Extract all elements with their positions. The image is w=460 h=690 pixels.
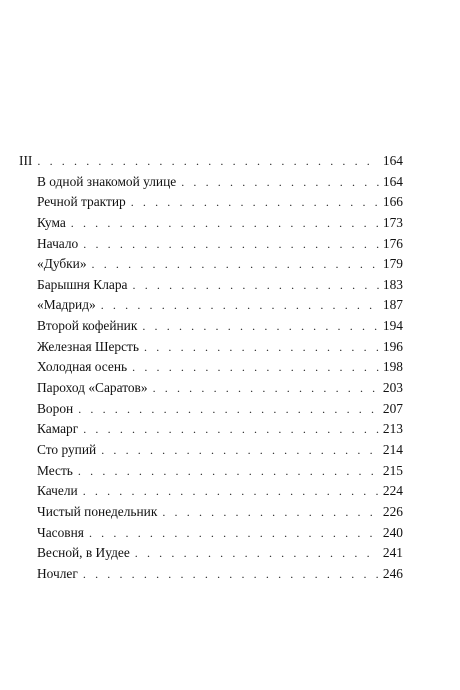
toc-entry-title: Камарг [37, 421, 79, 437]
toc-entry-title: Месть [37, 462, 73, 478]
toc-entry [19, 502, 403, 523]
toc-entry-title: Ворон [37, 400, 74, 416]
toc-entry-title: Холодная осень [37, 359, 128, 375]
toc-entry-title: «Мадрид» [37, 297, 96, 313]
toc-entry [19, 234, 403, 255]
toc-page-number: 166 [382, 194, 403, 210]
toc-entry [19, 523, 403, 544]
toc-entry-title: Начало [37, 235, 79, 251]
toc-page-number: 240 [382, 524, 403, 540]
toc-dot-leader [101, 295, 379, 316]
toc-section-label: III [19, 153, 33, 168]
toc-entry [19, 213, 403, 234]
toc-dot-leader [142, 316, 379, 337]
toc-entry [19, 275, 403, 296]
toc-page-number: 179 [382, 256, 403, 272]
toc-section-heading [19, 151, 403, 172]
toc-entry-title: Железная Шерсть [37, 338, 140, 354]
toc-entry [19, 481, 403, 502]
toc-entry-title: Весной, в Иудее [37, 545, 130, 561]
toc-entry [19, 172, 403, 193]
toc-dot-leader [89, 523, 379, 544]
toc-dot-leader [181, 172, 379, 193]
toc-entry [19, 543, 403, 564]
toc-page-number: 164 [382, 153, 403, 168]
toc-dot-leader [135, 543, 379, 564]
toc-dot-leader [132, 357, 379, 378]
toc-entry-title: Ночлег [37, 565, 78, 581]
toc-dot-leader [83, 234, 379, 255]
toc-entry-title: Сто рупий [37, 441, 97, 457]
toc-page-number: 226 [382, 503, 403, 519]
toc-dot-leader [83, 481, 379, 502]
toc-page-number: 173 [382, 214, 403, 230]
toc-entry-title: Второй кофейник [37, 318, 138, 334]
toc-page-number: 196 [382, 338, 403, 354]
toc-dot-leader [71, 213, 379, 234]
toc-entries [19, 172, 403, 585]
toc-dot-leader [101, 440, 379, 461]
toc-dot-leader [162, 502, 379, 523]
toc-page-number: 194 [382, 318, 403, 334]
toc-entry [19, 316, 403, 337]
table-of-contents [19, 151, 403, 584]
toc-entry-title: Кума [37, 214, 66, 230]
toc-page-number: 164 [382, 173, 403, 189]
toc-page-number: 203 [382, 380, 403, 396]
toc-entry [19, 399, 403, 420]
toc-entry [19, 461, 403, 482]
toc-entry-title: Пароход «Саратов» [37, 380, 148, 396]
toc-dot-leader [131, 192, 379, 213]
toc-entry-title: Качели [37, 483, 78, 499]
toc-page-number: 183 [382, 276, 403, 292]
toc-dot-leader [83, 564, 379, 585]
toc-entry [19, 357, 403, 378]
toc-entry [19, 192, 403, 213]
toc-dot-leader [78, 461, 379, 482]
toc-dot-leader [144, 337, 379, 358]
toc-entry [19, 254, 403, 275]
toc-entry-title: Барышня Клара [37, 276, 128, 292]
toc-dot-leader [133, 275, 379, 296]
toc-page-number: 176 [382, 235, 403, 251]
toc-entry [19, 419, 403, 440]
toc-dot-leader [83, 419, 379, 440]
toc-page-number: 198 [382, 359, 403, 375]
toc-page-number: 207 [382, 400, 403, 416]
toc-dot-leader [92, 254, 379, 275]
toc-entry [19, 295, 403, 316]
toc-dot-leader [37, 151, 379, 172]
toc-entry [19, 378, 403, 399]
toc-page-number: 213 [382, 421, 403, 437]
toc-page-number: 246 [382, 565, 403, 581]
toc-entry-title: В одной знакомой улице [37, 173, 177, 189]
toc-entry-title: Часовня [37, 524, 84, 540]
toc-entry [19, 564, 403, 585]
toc-entry [19, 337, 403, 358]
toc-page-number: 241 [382, 545, 403, 561]
toc-page-number: 214 [382, 441, 403, 457]
toc-page-number: 224 [382, 483, 403, 499]
toc-entry-title: Речной трактир [37, 194, 126, 210]
toc-page-number: 187 [382, 297, 403, 313]
toc-dot-leader [78, 399, 379, 420]
toc-entry-title: Чистый понедельник [37, 503, 158, 519]
toc-page-number: 215 [382, 462, 403, 478]
toc-dot-leader [153, 378, 379, 399]
toc-entry [19, 440, 403, 461]
toc-entry-title: «Дубки» [37, 256, 87, 272]
